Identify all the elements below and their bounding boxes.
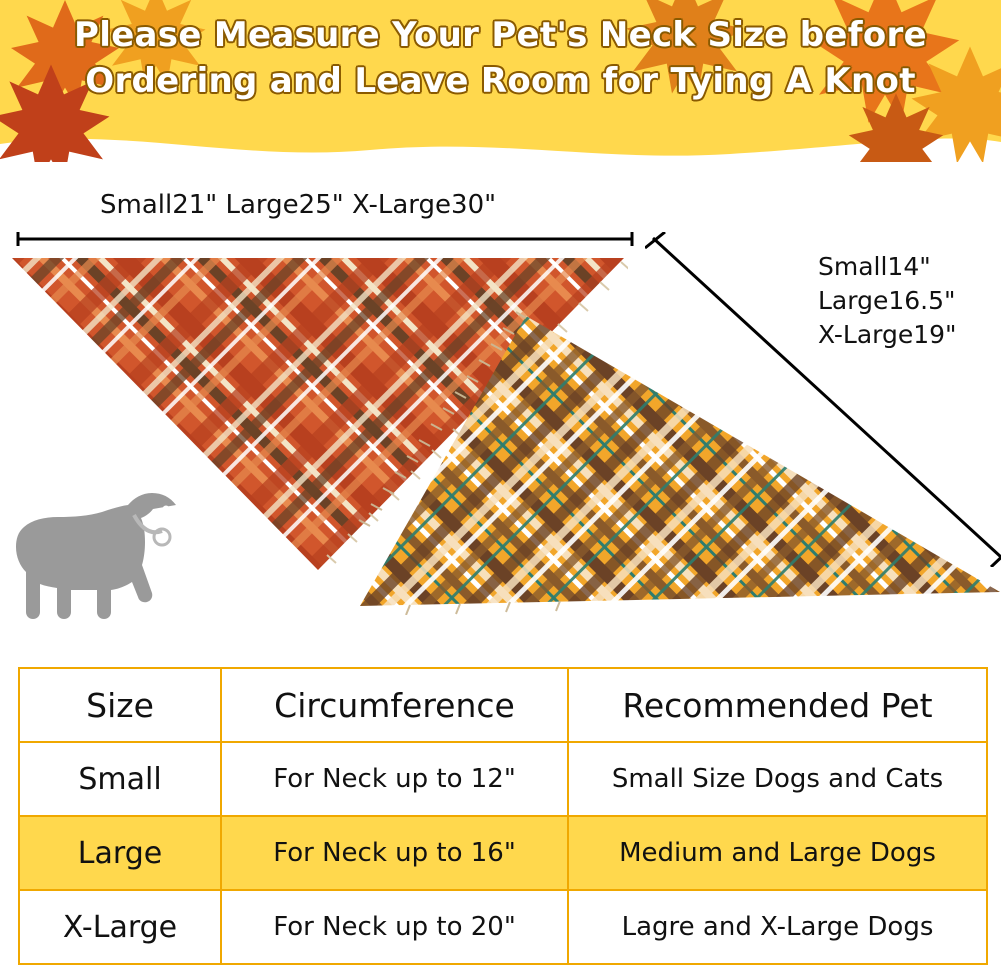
maple-leaf-icon [610,0,760,100]
table-row [19,742,987,816]
cell-circumference: For Neck up to 16" [221,816,568,890]
cell-recommended: Lagre and X-Large Dogs [568,890,987,964]
cell-recommended: Small Size Dogs and Cats [568,742,987,816]
dog-silhouette-icon [16,487,206,627]
header-banner [0,0,1001,162]
maple-leaf-icon [836,88,956,162]
horizontal-measure-arrow [12,232,638,246]
table-row [19,816,987,890]
cell-circumference: For Neck up to 20" [221,890,568,964]
bandana-right-plaid [350,310,1001,615]
cell-size: X-Large [19,890,221,964]
cell-recommended: Medium and Large Dogs [568,816,987,890]
banner-title-line-2: Ordering and Leave Room for Tying A Knot [85,61,916,101]
cell-size: Large [19,816,221,890]
width-measurement-label: Small21" Large25" X-Large30" [100,190,497,220]
maple-leaf-icon [0,58,126,162]
table-header-size: Size [19,668,221,742]
cell-size: Small [19,742,221,816]
cell-circumference: For Neck up to 12" [221,742,568,816]
side-measurement-line-2: Large16.5" [818,286,956,315]
side-measurement-line-1: Small14" [818,252,931,281]
table-header-circumference: Circumference [221,668,568,742]
size-chart-table [18,667,988,965]
table-header-row [19,668,987,742]
table-row [19,890,987,964]
banner-title-line-1: Please Measure Your Pet's Neck Size before [74,15,927,55]
table-header-recommended-pet: Recommended Pet [568,668,987,742]
side-measurement-line-3: X-Large19" [818,320,957,349]
